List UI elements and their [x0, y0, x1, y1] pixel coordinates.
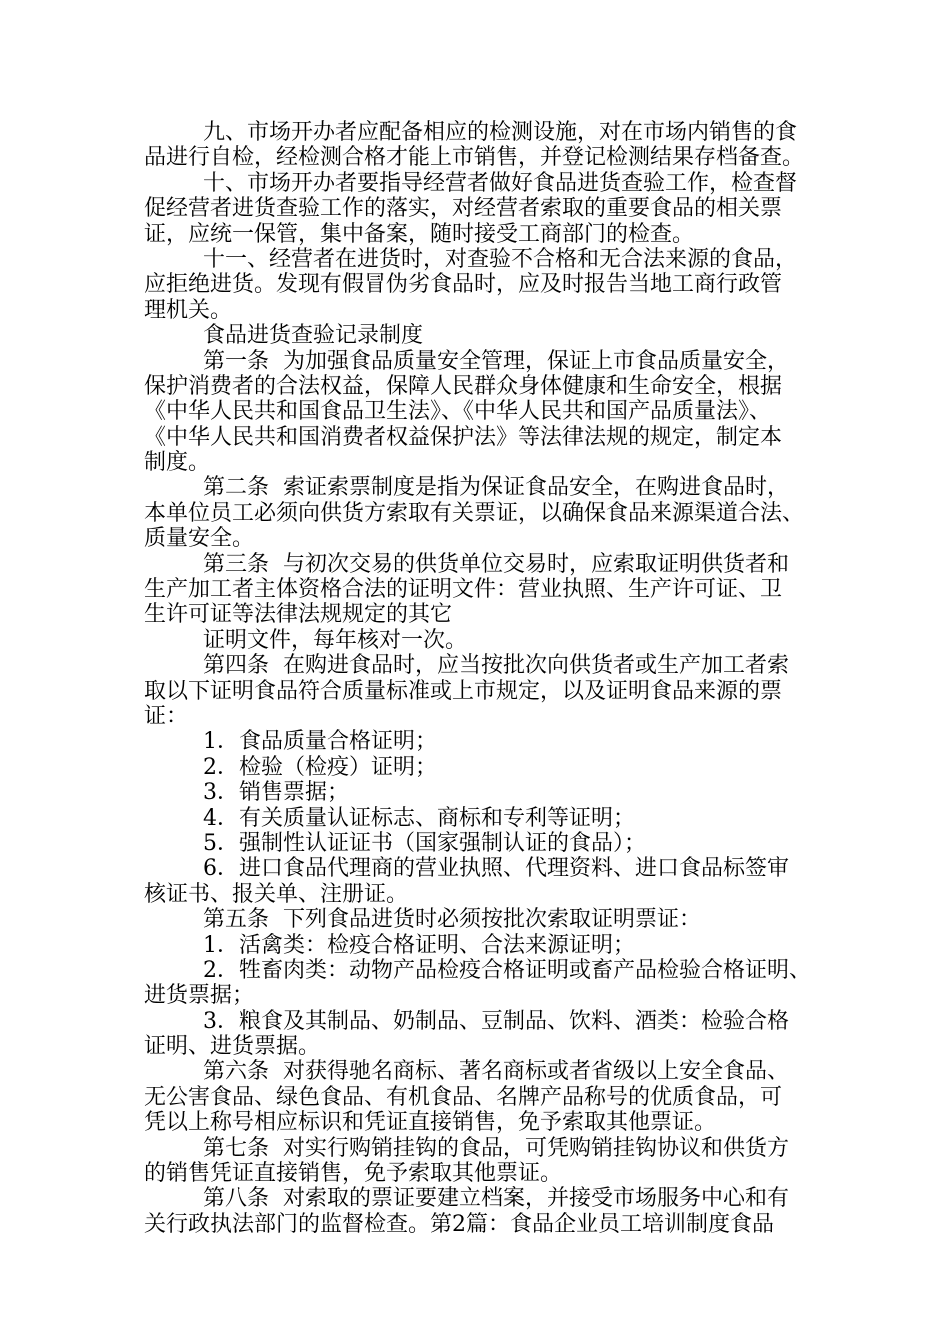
text-line: 2．检验（检疫）证明； — [203, 754, 437, 780]
text-line: 《中华人民共和国食品卫生法》、《中华人民共和国产品质量法》、 — [144, 399, 772, 425]
text-line: 第七条 对实行购销挂钩的食品，可凭购销挂钩协议和供货方 — [203, 1135, 789, 1161]
text-line: 第四条 在购进食品时，应当按批次向供货者或生产加工者索 — [203, 653, 789, 679]
text-line: 生产加工者主体资格合法的证明文件：营业执照、生产许可证、卫 — [144, 577, 783, 603]
text-line: 的销售凭证直接销售，免予索取其他票证。 — [144, 1161, 563, 1187]
text-line: 核证书、报关单、注册证。 — [144, 881, 409, 907]
text-line: 关行政执法部门的监督检查。第2篇：食品企业员工培训制度食品 — [144, 1211, 774, 1237]
text-line: 凭以上称号相应标识和凭证直接销售，免予索取其他票证。 — [144, 1110, 717, 1136]
text-line: 保护消费者的合法权益，保障人民群众身体健康和生命安全，根据 — [144, 373, 783, 399]
text-line: 食品进货查验记录制度 — [203, 323, 424, 349]
text-line: 4．有关质量认证标志、商标和专利等证明； — [203, 805, 635, 831]
text-line: 十一、经营者在进货时，对查验不合格和无合法来源的食品， — [203, 246, 798, 272]
text-line: 第八条 对索取的票证要建立档案，并接受市场服务中心和有 — [203, 1186, 789, 1212]
text-line: 证，应统一保管，集中备案，随时接受工商部门的检查。 — [144, 221, 695, 247]
text-line: 第五条 下列食品进货时必须按批次索取证明票证： — [203, 907, 701, 933]
text-line: 第三条 与初次交易的供货单位交易时，应索取证明供货者和 — [203, 551, 789, 577]
text-line: 第六条 对获得驰名商标、著名商标或者省级以上安全食品、 — [203, 1059, 789, 1085]
text-line: 应拒绝进货。发现有假冒伪劣食品时，应及时报告当地工商行政管 — [144, 272, 783, 298]
text-line: 证明、进货票据。 — [144, 1034, 321, 1060]
text-line: 制度。 — [144, 450, 211, 476]
text-line: 证： — [144, 703, 189, 729]
text-line: 1．活禽类：检疫合格证明、合法来源证明； — [203, 932, 635, 958]
text-line: 九、市场开办者应配备相应的检测设施，对在市场内销售的食 — [203, 120, 798, 145]
text-line: 质量安全。 — [144, 526, 255, 552]
text-line: 证明文件，每年核对一次。 — [203, 627, 468, 653]
text-line: 第一条 为加强食品质量安全管理，保证上市食品质量安全， — [203, 348, 789, 374]
text-line: 无公害食品、绿色食品、有机食品、名牌产品称号的优质食品，可 — [144, 1084, 783, 1110]
text-line: 品进行自检，经检测合格才能上市销售，并登记检测结果存档备查。 — [144, 145, 805, 171]
text-line: 《中华人民共和国消费者权益保护法》等法律法规的规定，制定本 — [144, 424, 783, 450]
text-line: 进货票据； — [144, 983, 255, 1009]
text-line: 十、市场开办者要指导经营者做好食品进货查验工作，检查督 — [203, 170, 798, 196]
text-line: 生许可证等法律法规规定的其它 — [144, 602, 453, 628]
text-line: 3．粮食及其制品、奶制品、豆制品、饮料、酒类：检验合格 — [203, 1008, 789, 1034]
document-body — [144, 120, 812, 1237]
text-line: 3．销售票据； — [203, 780, 349, 806]
text-line: 促经营者进货查验工作的落实，对经营者索取的重要食品的相关票 — [144, 196, 783, 222]
text-line: 取以下证明食品符合质量标准或上市规定，以及证明食品来源的票 — [144, 678, 783, 704]
text-line: 1．食品质量合格证明； — [203, 729, 437, 755]
text-line: 5．强制性认证证书（国家强制认证的食品）； — [203, 830, 646, 856]
text-line: 本单位员工必须向供货方索取有关票证，以确保食品来源渠道合法、 — [144, 500, 805, 526]
text-line: 2．牲畜肉类：动物产品检疫合格证明或畜产品检验合格证明、 — [203, 957, 811, 983]
text-line: 第二条 索证索票制度是指为保证食品安全，在购进食品时， — [203, 475, 789, 501]
text-line: 6．进口食品代理商的营业执照、代理资料、进口食品标签审 — [203, 856, 789, 882]
text-line: 理机关。 — [144, 297, 233, 323]
